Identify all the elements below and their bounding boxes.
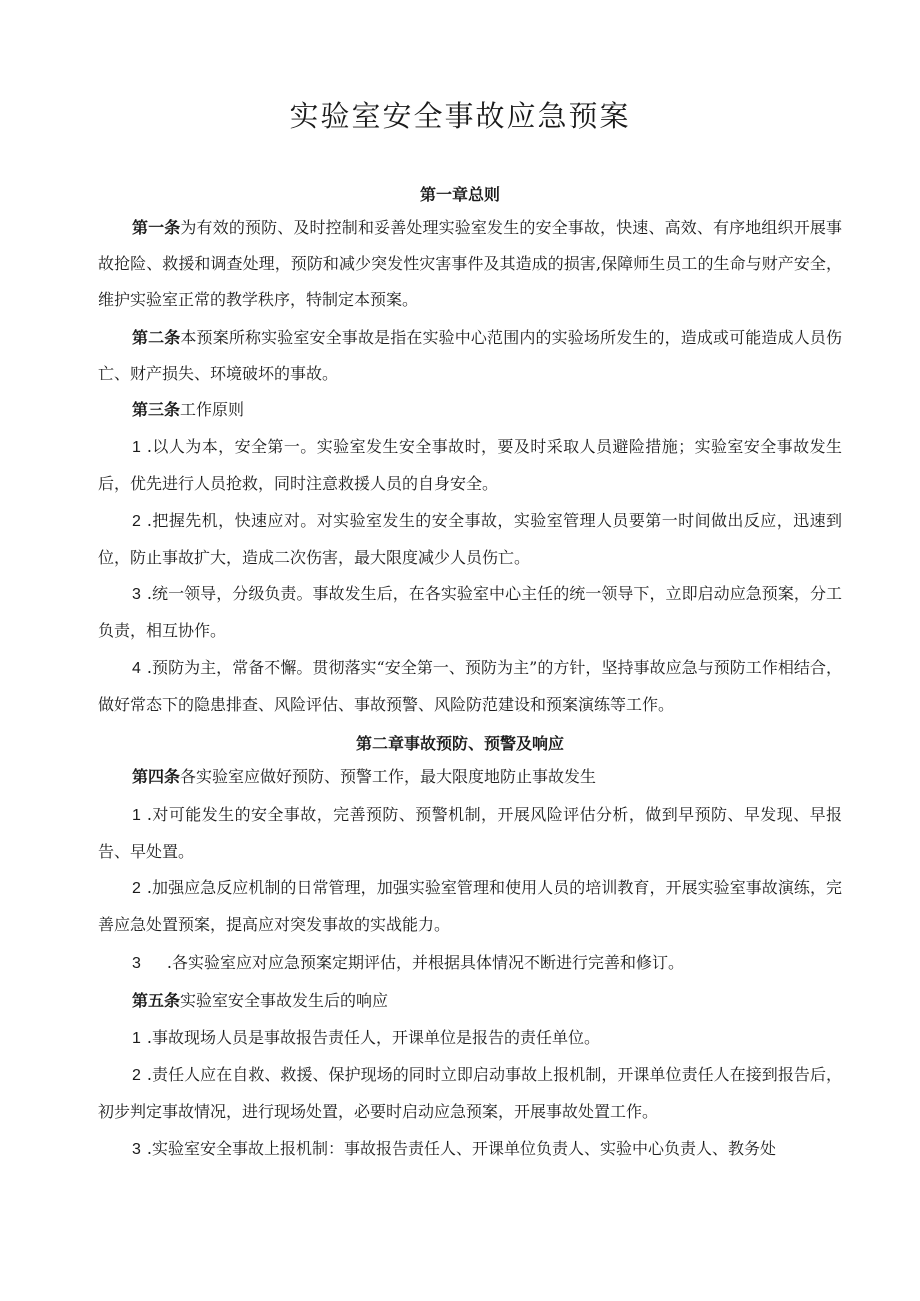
article-2 [98,320,842,392]
chapter-heading: 第二章事故预防、预警及响应 [355,734,564,753]
item-number: 3 [132,955,141,972]
item-text: .实验室安全事故上报机制：事故报告责任人、开课单位负责人、实验中心负责人、教务处 [146,1139,776,1158]
chapter-heading: 第一章总则 [419,185,500,204]
article-label: 第三条 [132,400,181,419]
item-text: .统一领导，分级负责。事故发生后，在各实验室中心主任的统一领导下，立即启动应急预案，分工负责，相互协作。 [98,584,842,640]
article-label: 第五条 [132,991,181,1010]
list-item [98,870,842,943]
list-item [98,650,842,723]
item-text: .责任人应在自救、救援、保护现场的同时立即启动事故上报机制，开课单位责任人在接到报告后，初步判定事故情况，进行现场处置，必要时启动应急预案，开展事故处置工作。 [98,1065,842,1121]
item-number: 1 [132,439,141,456]
list-item [98,1131,842,1168]
item-text: .把握先机，快速应对。对实验室发生的安全事故，实验室管理人员要第一时间做出反应，迅速到位，防止事故扩大，造成二次伤害，最大限度减少人员伤亡。 [98,511,842,567]
article-label: 第二条 [132,328,181,347]
item-number: 3 [132,586,141,603]
item-text: .对可能发生的安全事故，完善预防、预警机制，开展风险评估分析，做到早预防、早发现、早报告、早处置。 [98,805,842,861]
item-number: 2 [132,513,141,530]
item-number: 2 [132,880,141,897]
item-text: .各实验室应对应急预案定期评估，并根据具体情况不断进行完善和修订。 [166,953,684,972]
article-text: 实验室安全事故发生后的响应 [180,991,389,1010]
article-text: 各实验室应做好预防、预警工作，最大限度地防止事故发生 [180,767,597,786]
list-item [98,945,842,982]
document-title: 实验室安全事故应急预案 [289,99,631,133]
list-item [98,1057,842,1130]
item-text: .预防为主，常备不懈。贯彻落实“安全第一、预防为主”的方针，坚持事故应急与预防工作相结合，做好常态下的隐患排查、风险评估、事故预警、风险防范建设和预案演练等工作。 [98,658,842,714]
article-text: 本预案所称实验室安全事故是指在实验中心范围内的实验场所发生的，造成或可能造成人员伤亡、财产损失、环境破坏的事故。 [98,328,842,383]
article-3 [98,392,842,428]
article-5 [98,983,842,1019]
list-item [98,429,842,502]
article-text: 工作原则 [180,400,245,419]
list-item [98,1020,842,1057]
item-text: .以人为本，安全第一。实验室发生安全事故时，要及时采取人员避险措施；实验室安全事故发生后，优先进行人员抢救，同时注意救援人员的自身安全。 [98,437,842,493]
item-number: 4 [132,660,141,677]
article-1 [98,210,842,318]
item-text: .加强应急反应机制的日常管理，加强实验室管理和使用人员的培训教育，开展实验室事故演练，完善应急处置预案，提高应对突发事故的实战能力。 [98,878,842,934]
list-item [98,576,842,649]
item-number: 1 [132,1030,141,1047]
item-text: .事故现场人员是事故报告责任人，开课单位是报告的责任单位。 [146,1028,600,1047]
article-label: 第一条 [132,218,181,237]
item-number: 3 [132,1141,141,1158]
list-item [98,503,842,576]
article-label: 第四条 [132,767,181,786]
item-number: 2 [132,1067,141,1084]
article-4 [98,759,842,795]
list-item [98,797,842,870]
item-number: 1 [132,807,141,824]
article-text: 为有效的预防、及时控制和妥善处理实验室发生的安全事故，快速、高效、有序地组织开展事故抢险、救援和调查处理，预防和减少突发性灾害事件及其造成的损害,保障师生员工的生命与财产安全，维护实验室正常的教学秩序，特制定本预案。 [98,218,842,309]
